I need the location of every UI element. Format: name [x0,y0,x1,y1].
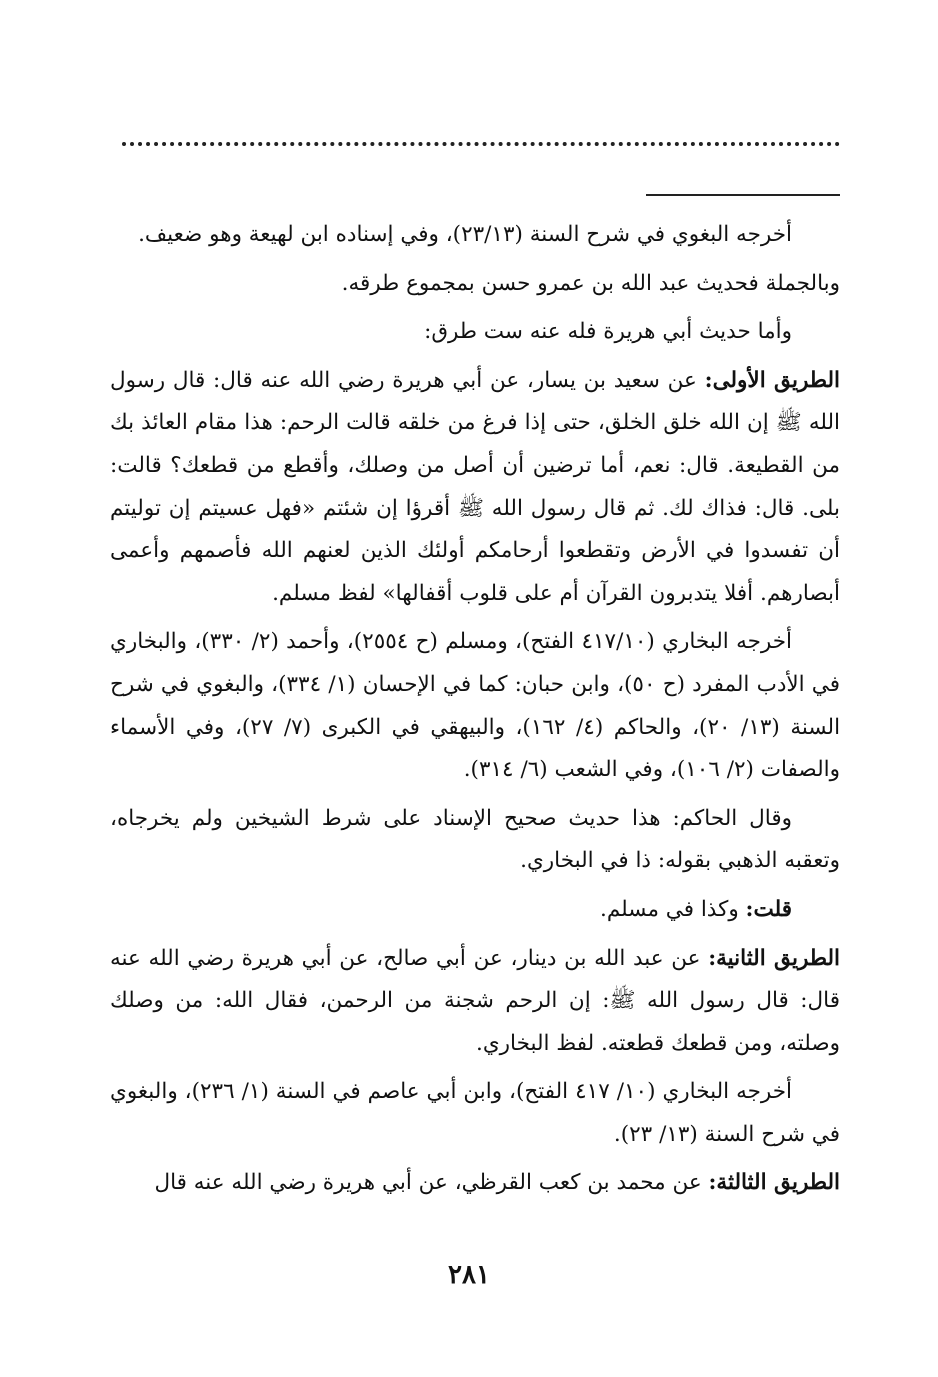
paragraph-hakim-comment [110,798,840,883]
paragraph-conclusion [110,263,840,306]
route-label: الطريق الثانية: [708,945,840,971]
note-label: قلت: [745,896,792,922]
dotted-separator [122,142,840,146]
footnote-rule [646,194,840,196]
paragraph-abu-hurayra-intro [110,311,840,354]
paragraph-author-note [110,889,840,932]
paragraph-text: عن محمد بن كعب القرظي، عن أبي هريرة رضي الله عنه قال [154,1170,702,1196]
paragraph-third-route [110,1162,840,1205]
paragraph-text: أخرجه البخاري (١٠/ ٤١٧ الفتح)، وابن أبي عاصم في السنة (١/ ٢٣٦)، والبغوي في شرح السنة (١٣/ ٢٣). [110,1079,840,1147]
paragraph-text: وقال الحاكم: هذا حديث صحيح الإسناد على شرط الشيخين ولم يخرجاه، وتعقبه الذهبي بقوله: ذا في البخاري. [110,805,840,874]
paragraph-text: أخرجه البخاري (٤١٧/١٠ الفتح)، ومسلم (ح ٢٥٥٤)، وأحمد (٢/ ٣٣٠)، والبخاري في الأدب المفرد (ح ٥٠)، وابن حبان: كما في الإحسان (١/ ٣٣٤)، والبغوي في شرح السنة (١٣/ ٢٠)، والحاكم (٤/ ١٦٢)، والبيهقي في الكبرى (٧/ ٢٧)، وفي الأسماء والصفات (٢/ ١٠٦)، وفي الشعب (٦/ ٣١٤). [110,629,841,783]
paragraph-takhrij-baghawi [110,214,840,257]
paragraph-text: وبالجملة فحديث عبد الله بن عمرو حسن بمجموع طرقه. [341,270,840,296]
route-label: الطريق الأولى: [704,367,840,393]
route-label: الطريق الثالثة: [708,1170,840,1196]
paragraph-text: وكذا في مسلم. [600,896,739,922]
page-number: ٢٨١ [448,1260,490,1290]
paragraph-second-route-takhrij [110,1071,840,1156]
paragraph-second-route [110,938,840,1066]
paragraph-text: عن سعيد بن يسار، عن أبي هريرة رضي الله عنه قال: قال رسول الله ﷺ إن الله خلق الخلق، حتى إذا فرغ من خلقه قالت الرحم: هذا مقام العائذ بك من القطيعة. قال: نعم، أما ترضين أن أصل من وصلك، وأقطع من قطعك؟ قالت: بلى. قال: فذاك لك. ثم قال رسول الله ﷺ أقرؤا إن شئتم «فهل عسيتم إن توليتم أن تفسدوا في الأرض وتقطعوا أرحامكم أولئك الذين لعنهم الله فأصمهم وأعمى أبصارهم. أفلا يتدبرون القرآن أم على قلوب أقفالها» لفظ مسلم. [110,367,840,606]
paragraph-text: وأما حديث أبي هريرة فله عنه ست طرق: [424,319,792,345]
page-body [110,214,840,1211]
paragraph-text: عن عبد الله بن دينار، عن أبي صالح، عن أبي هريرة رضي الله عنه قال: قال رسول الله ﷺ: إن الرحم شجنة من الرحمن، فقال الله: من وصلك وصلته، ومن قطعك قطعته. لفظ البخاري. [110,945,840,1056]
paragraph-first-route [110,360,840,616]
paragraph-first-route-takhrij [110,621,840,791]
paragraph-text: أخرجه البغوي في شرح السنة (٢٣/١٣)، وفي إسناده ابن لهيعة وهو ضعيف. [138,222,792,247]
